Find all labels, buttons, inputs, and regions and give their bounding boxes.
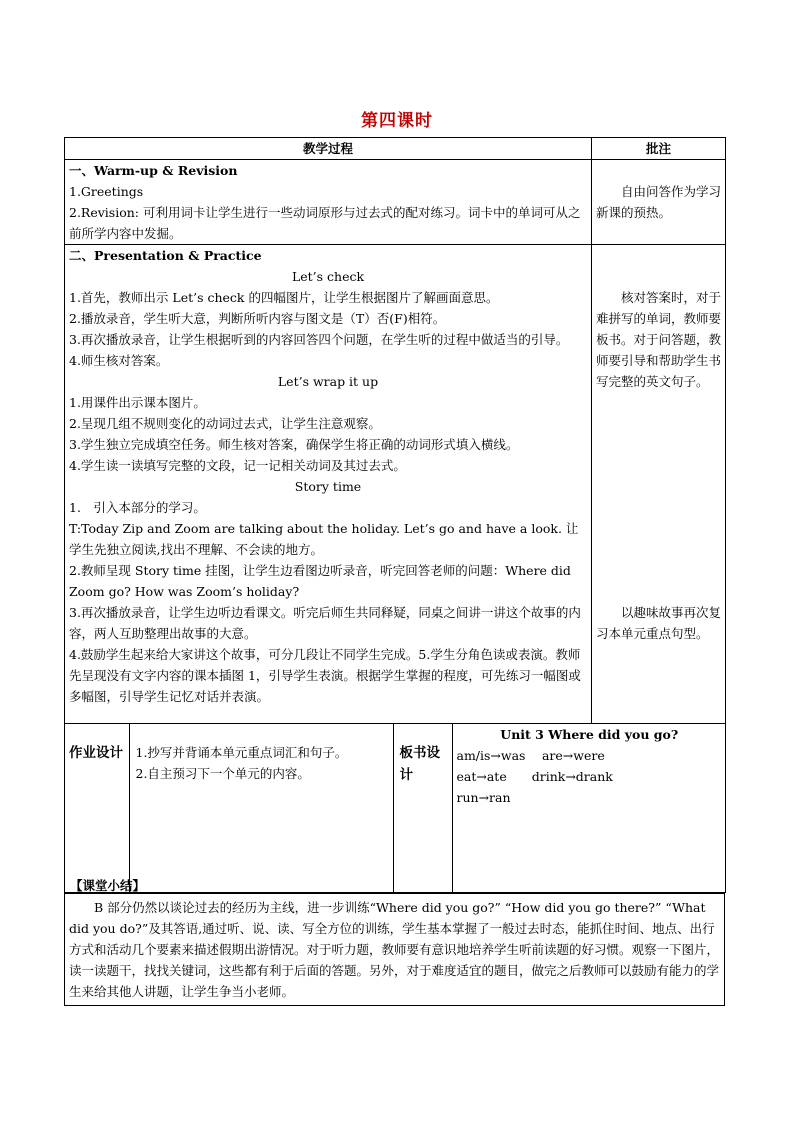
wrap-up-heading: Let’s wrap it up	[277, 374, 379, 389]
warmup-row	[65, 160, 726, 245]
board-title: Unit 3 Where did you go?	[500, 727, 679, 742]
summary-text: B 部分仍然以谈论过去的经历为主线，进一步训练“Where did you go?” “How did you go there?” “What did you do?”及其答语,通过听、说、读、写全方位的训练，学生基本掌握了一般过去时态，能抓住时间、地点、出行方式和活动几个要素来描述假期出游情况。对于听力题，教师要有意识地培养学生听前读题的好习惯。观察一下图片，读一读题干，找找关键词，这些都有利于后面的答题。另外，对于难度适宜的题目，做完之后教师可以鼓励有能力的学生来给其他人讲题，让学生争当小老师。	[64, 893, 725, 1006]
lets-check-heading: Let’s check	[291, 269, 365, 284]
presentation-row	[65, 245, 726, 724]
summary-title: 【课堂小结】	[70, 878, 146, 893]
check-line-4: 4.师生核对答案。	[69, 353, 169, 368]
wrap-line-3: 3.学生独立完成填空任务。师生核对答案，确保学生将正确的动词形式填入横线。	[69, 437, 519, 452]
homework-label: 作业设计	[65, 724, 129, 892]
board-line-1: am/is→was are→were	[456, 748, 605, 763]
wrap-line-2: 2.呈现几组不规则变化的动词过去式，让学生注意观察。	[69, 416, 381, 431]
warmup-line-1: 1.Greetings	[69, 184, 144, 199]
story-line-4: 3.再次播放录音，让学生边听边看课文。听完后师生共同释疑，同桌之间讲一讲这个故事的内容，两人互助整理出故事的大意。	[69, 605, 581, 641]
homework-board-table	[65, 724, 726, 892]
warmup-note: 自由问答作为学习新课的预热。	[596, 184, 722, 220]
board-line-3: run→ran	[456, 790, 511, 805]
story-line-5: 4.鼓励学生起来给大家讲这个故事，可分几段让不同学生完成。5.学生分角色读或表演。教师先呈现没有文字内容的课本插图 1，引导学生表演。根据学生掌握的程度，可先练习一幅图或多幅图，引导学生记忆对话并表演。	[69, 647, 581, 704]
header-process: 教学过程	[65, 138, 592, 160]
board-label: 板书设计	[393, 724, 452, 892]
homework-line-2: 2.自主预习下一个单元的内容。	[135, 766, 310, 781]
story-line-2: T:Today Zip and Zoom are talking about the holiday. Let’s go and have a look. 让学生先独立阅读,找出不理解、不会读的地方。	[69, 521, 579, 557]
wrap-line-1: 1.用课件出示课本图片。	[69, 395, 206, 410]
check-line-1: 1.首先，教师出示 Let’s check 的四幅图片，让学生根据图片了解画面意思。	[69, 290, 499, 305]
homework-line-1: 1.抄写并背诵本单元重点词汇和句子。	[135, 745, 348, 760]
wrap-line-4: 4.学生读一读填写完整的文段，记一记相关动词及其过去式。	[69, 458, 406, 473]
header-notes: 批注	[592, 138, 726, 160]
warmup-heading: 一、Warm-up & Revision	[69, 163, 238, 178]
presentation-heading: 二、Presentation & Practice	[69, 248, 262, 263]
check-line-2: 2.播放录音，学生听大意，判断所听内容与图文是（T）否(F)相符。	[69, 311, 446, 326]
check-line-3: 3.再次播放录音，让学生根据听到的内容回答四个问题，在学生听的过程中做适当的引导。	[69, 332, 569, 347]
page-title: 第四课时	[361, 111, 433, 131]
story-line-1: 1. 引入本部分的学习。	[69, 500, 206, 515]
table-header-row	[65, 138, 726, 160]
warmup-line-2: 2.Revision: 可利用词卡让学生进行一些动词原形与过去式的配对练习。词卡中的单词可从之前所学内容中发掘。	[69, 205, 581, 241]
lesson-plan-table	[64, 137, 726, 893]
presentation-note-a: 核对答案时，对于难拼写的单词，教师要板书。对于问答题，教师要引导和帮助学生书写完整的英文句子。	[596, 290, 722, 389]
homework-board-row	[65, 724, 726, 893]
board-line-2: eat→ate drink→drank	[456, 769, 613, 784]
story-time-heading: Story time	[294, 479, 362, 494]
presentation-note-b: 以趣味故事再次复习本单元重点句型。	[596, 605, 722, 641]
story-line-3: 2.教师呈现 Story time 挂图，让学生边看图边听录音，听完回答老师的问题：Where did Zoom go? How was Zoom’s holiday?	[69, 563, 571, 599]
